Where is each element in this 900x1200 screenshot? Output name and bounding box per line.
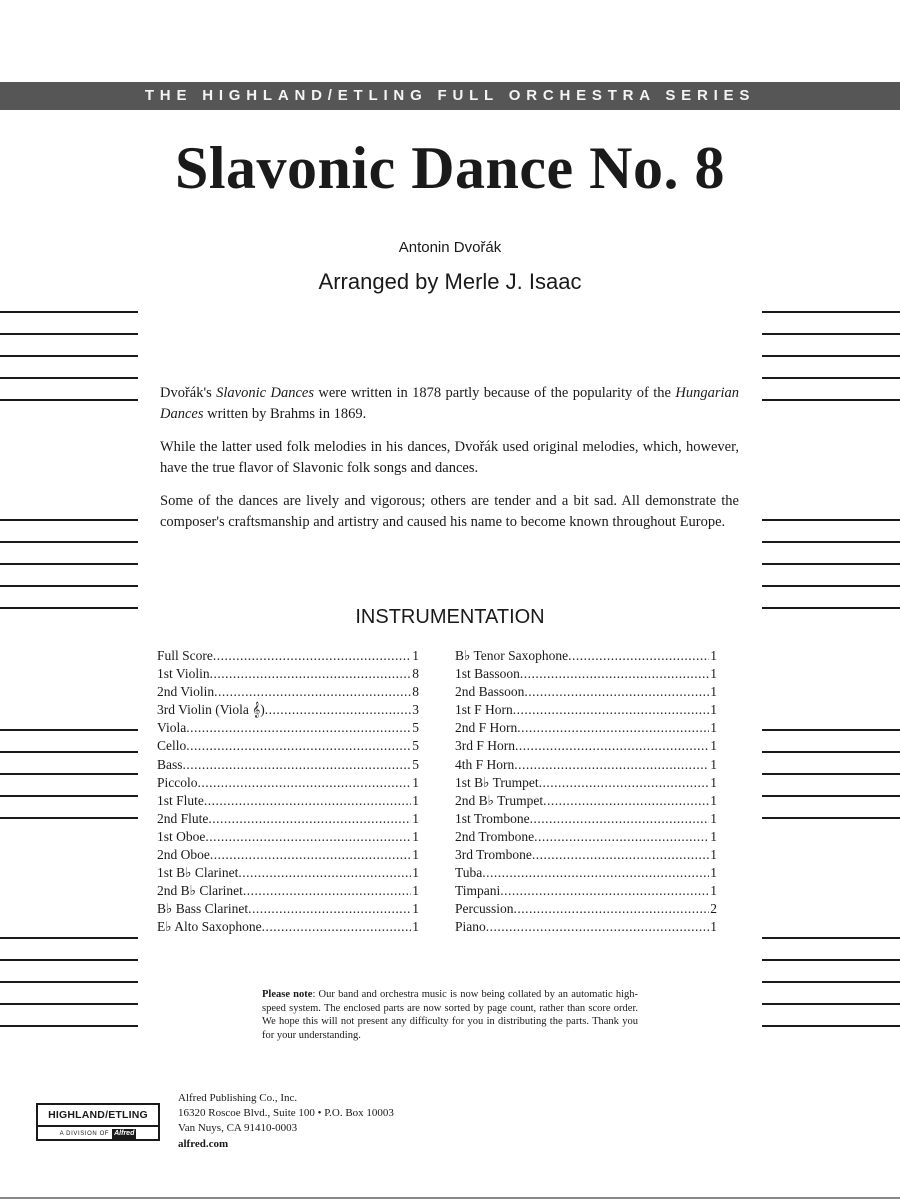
note-label: Please note [262,989,313,1000]
staff-lines-left-3 [0,729,138,839]
instrument-name: 2nd Violin [157,684,215,700]
instrument-count: 1 [412,847,419,863]
instrument-row [455,756,717,774]
instrument-name: Piano [455,919,486,935]
staff-lines-right-1 [762,311,900,421]
instrumentation-list-left [157,647,419,937]
intro-text [160,383,739,545]
logo-wordmark: HIGHLAND/ETLING [38,1105,158,1127]
instrument-row [455,665,717,683]
instrument-row [157,810,419,828]
instrument-row [157,846,419,864]
dot-leader [513,701,709,719]
instrument-row [157,701,419,719]
staff-lines-left-4 [0,937,138,1047]
staff-lines-right-3 [762,729,900,839]
instrument-count: 1 [710,738,717,754]
instrumentation-heading: INSTRUMENTATION [355,606,545,628]
dot-leader [204,792,411,810]
dot-leader [486,918,709,936]
dot-leader [186,719,411,737]
intro-p1-em2: Hungarian Dances [160,385,739,422]
dot-leader [524,683,709,701]
instrument-count: 1 [412,865,419,881]
intro-p1-pre: Dvořák's [160,385,217,401]
dot-leader [205,828,411,846]
instrument-name: 4th F Horn [455,756,515,772]
instrument-name: 1st B♭ Trumpet [455,774,539,790]
instrument-name: Viola [157,720,187,736]
instrument-name: 3rd Trombone [455,847,532,863]
instrument-count: 1 [412,919,419,935]
intro-p1-em1: Slavonic Dances [216,385,314,401]
instrument-count: 1 [710,684,717,700]
dot-leader [568,647,709,665]
instrument-name: 2nd F Horn [455,720,518,736]
dot-leader [183,756,412,774]
dot-leader [210,846,411,864]
instrument-count: 1 [710,774,717,790]
instrument-row [455,864,717,882]
instrument-row [455,647,717,665]
instrument-count: 5 [412,720,419,736]
instrument-row [455,882,717,900]
instrument-name: 2nd Bassoon [455,684,525,700]
publisher-info [178,1091,394,1152]
instrument-name: 2nd Trombone [455,828,535,844]
logo-division-line [38,1127,158,1141]
instrument-name: 2nd B♭ Clarinet [157,883,243,899]
instrument-name: E♭ Alto Saxophone [157,919,262,935]
instrument-row [455,774,717,792]
intro-p1-post: written by Brahms in 1869. [203,406,367,422]
arranger-credit: Arranged by Merle J. Isaac [318,269,582,294]
instrument-name: Percussion [455,901,514,917]
instrument-count: 5 [412,738,419,754]
instrument-count: 1 [412,792,419,808]
instrument-row [455,683,717,701]
instrument-name: 2nd Oboe [157,847,210,863]
staff-lines-left-1 [0,311,138,421]
publisher-address-1: 16320 Roscoe Blvd., Suite 100 • P.O. Box 10003 [178,1107,394,1120]
instrument-count: 1 [412,810,419,826]
dot-leader [534,828,709,846]
instrument-row [455,737,717,755]
intro-paragraph-3: Some of the dances are lively and vigorous; others are tender and a bit sad. All demonstrate the composer's craftsmanship and artistry and caused his name to become known throughout Europe. [160,493,739,530]
instrument-count: 1 [710,648,717,663]
dot-leader [214,683,411,701]
instrument-count: 1 [710,720,717,736]
page-title: Slavonic Dance No. 8 [175,135,725,201]
bottom-rule [0,1197,900,1199]
dot-leader [530,810,710,828]
dot-leader [532,846,709,864]
instrument-count: 1 [710,666,717,682]
instrument-row [157,864,419,882]
instrument-row [157,774,419,792]
intro-paragraph-2: While the latter used folk melodies in his dances, Dvořák used original melodies, which, however, have the true flavor of Slavonic folk songs and dances. [160,439,739,476]
dot-leader [543,792,709,810]
instrument-count: 1 [710,865,717,881]
dot-leader [539,774,710,792]
instrument-count: 1 [710,883,717,899]
instrument-name: 1st Oboe [157,828,206,844]
dot-leader [500,882,709,900]
instrument-name: 2nd Flute [157,810,209,826]
dot-leader [262,918,412,936]
collation-note [262,988,638,1042]
instrument-name: 1st Flute [157,792,204,808]
intro-paragraph-1 [160,383,739,425]
staff-lines-right-4 [762,937,900,1047]
instrument-row [157,756,419,774]
instrument-count: 1 [412,828,419,844]
instrument-name: 3rd Violin (Viola 𝄞) [157,702,265,718]
instrument-count: 1 [710,828,717,844]
instrument-count: 1 [710,810,717,826]
instrument-row [157,665,419,683]
dot-leader [210,665,412,683]
instrument-row [455,900,717,918]
instrument-name: B♭ Bass Clarinet [157,901,249,917]
instrument-name: 3rd F Horn [455,738,515,754]
series-banner: THE HIGHLAND/ETLING FULL ORCHESTRA SERIES [0,82,900,110]
instrument-name: 1st Violin [157,666,210,682]
dot-leader [238,864,411,882]
instrument-name: 1st Trombone [455,810,530,826]
dot-leader [243,882,411,900]
dot-leader [186,737,411,755]
instrument-name: 1st F Horn [455,702,513,718]
dot-leader [198,774,412,792]
note-text: : Our band and orchestra music is now being collated by an automatic high-speed system. The enclosed parts are now sorted by page count, rather than score order. We hope this will not present any difficulty for you in distributing the parts. Thank you for your understanding. [262,989,638,1041]
dot-leader [515,737,709,755]
instrument-name: Full Score [157,648,213,663]
instrument-count: 1 [412,774,419,790]
instrument-row [455,792,717,810]
dot-leader [514,756,709,774]
dot-leader [208,810,411,828]
instrument-name: Timpani [455,883,501,899]
instrument-name: Bass [157,756,183,772]
instrument-row [157,683,419,701]
instrument-count: 1 [710,919,717,935]
instrument-row [157,918,419,936]
dot-leader [248,900,411,918]
instrument-count: 8 [412,666,419,682]
instrument-name: Cello [157,738,187,754]
intro-p1-mid: were written in 1878 partly because of the popularity of the [313,385,676,401]
instrument-name: 2nd B♭ Trumpet [455,792,544,808]
publisher-address-2: Van Nuys, CA 91410-0003 [178,1122,298,1135]
publisher-name: Alfred Publishing Co., Inc. [178,1092,298,1104]
instrument-row [157,737,419,755]
dot-leader [517,719,709,737]
highland-etling-logo [36,1103,160,1141]
instrument-count: 8 [412,684,419,700]
instrument-count: 3 [412,702,419,718]
instrument-name: Tuba [455,865,483,881]
dot-leader [520,665,709,683]
instrument-count: 1 [412,883,419,899]
composer-name: Antonin Dvořák [398,239,502,256]
instrument-row [455,810,717,828]
instrument-row [455,828,717,846]
instrument-row [157,792,419,810]
instrument-row [157,647,419,665]
instrument-count: 1 [412,648,419,663]
dot-leader [482,864,709,882]
instrument-count: 1 [710,792,717,808]
instrument-name: 1st Bassoon [455,666,520,682]
alfred-logo-mark: Alfred [114,1130,135,1137]
instrument-row [157,719,419,737]
instrumentation-list-right [455,647,717,937]
instrument-name: B♭ Tenor Saxophone [455,648,569,663]
instrument-count: 1 [412,901,419,917]
dot-leader [213,647,411,665]
instrument-row [157,900,419,918]
dot-leader [514,900,710,918]
instrument-row [455,719,717,737]
instrument-name: Piccolo [157,774,198,790]
instrument-row [455,846,717,864]
instrument-count: 1 [710,847,717,863]
instrument-row [157,882,419,900]
logo-division-text: A DIVISION OF [59,1131,110,1137]
instrument-row [455,918,717,936]
instrument-row [455,701,717,719]
instrument-row [157,828,419,846]
instrument-count: 2 [710,901,717,917]
instrument-count: 1 [710,756,717,772]
publisher-website: alfred.com [178,1137,229,1150]
instrument-name: 1st B♭ Clarinet [157,865,239,881]
instrument-count: 5 [412,756,419,772]
dot-leader [265,701,412,719]
instrument-count: 1 [710,702,717,718]
